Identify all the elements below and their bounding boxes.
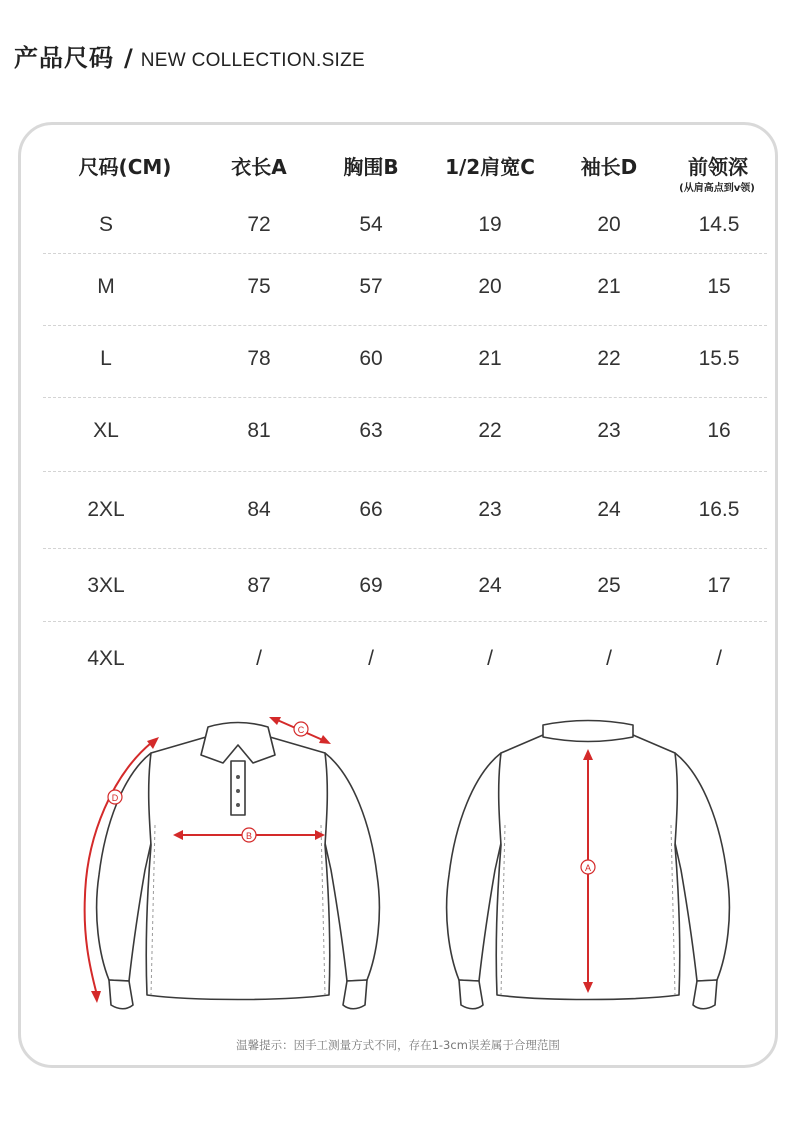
title-separator: / <box>124 44 133 72</box>
table-cell: / <box>716 647 722 670</box>
size-label-cell: 2XL <box>87 498 125 521</box>
page-header <box>14 38 365 74</box>
table-cell: 81 <box>247 419 271 442</box>
table-cell: 20 <box>478 275 502 298</box>
table-cell: 63 <box>359 419 383 442</box>
label-a: A <box>584 863 592 873</box>
table-cell: 23 <box>478 498 502 521</box>
front-view-diagram <box>63 705 403 1015</box>
column-header-shoulder: 1/2肩宽C <box>445 155 535 179</box>
table-cell: 72 <box>247 213 271 236</box>
table-cell: 84 <box>247 498 271 521</box>
column-header-size: 尺码(CM) <box>78 155 172 179</box>
column-header-note: (从肩高点到v领) <box>679 183 755 194</box>
table-cell: 16 <box>707 419 731 442</box>
column-header-neck-depth: 前领深 <box>688 155 748 179</box>
table-cell: 54 <box>359 213 383 236</box>
size-label-cell: S <box>98 213 113 236</box>
row-divider <box>43 621 767 622</box>
row-divider <box>43 397 767 398</box>
row-divider <box>43 471 767 472</box>
table-cell: 16.5 <box>698 498 740 521</box>
table-cell: / <box>368 647 374 670</box>
table-cell: / <box>606 647 612 670</box>
table-cell: 14.5 <box>698 213 740 236</box>
table-cell: 25 <box>597 574 621 597</box>
table-cell: 22 <box>478 419 502 442</box>
row-divider <box>43 325 767 326</box>
back-view-diagram <box>413 705 753 1015</box>
size-label-cell: L <box>100 347 112 370</box>
table-cell: 57 <box>359 275 383 298</box>
table-cell: 15.5 <box>698 347 740 370</box>
table-cell: 23 <box>597 419 621 442</box>
table-cell: 20 <box>597 213 621 236</box>
page-title: 产品尺码 <box>14 44 114 72</box>
table-cell: / <box>256 647 262 670</box>
table-cell: 60 <box>359 347 383 370</box>
table-cell: 19 <box>478 213 502 236</box>
row-divider <box>43 548 767 549</box>
table-cell: 69 <box>359 574 383 597</box>
column-header-sleeve: 袖长D <box>580 155 638 179</box>
size-label-cell: XL <box>93 419 119 442</box>
label-b: B <box>245 831 253 841</box>
size-label-cell: 3XL <box>87 574 125 597</box>
table-cell: 87 <box>247 574 271 597</box>
table-cell: 22 <box>597 347 621 370</box>
label-d: D <box>111 793 119 803</box>
table-cell: 21 <box>597 275 621 298</box>
column-header-length: 衣长A <box>231 155 287 179</box>
row-divider <box>43 253 767 254</box>
table-cell: 24 <box>597 498 621 521</box>
table-cell: 21 <box>478 347 502 370</box>
table-cell: 66 <box>359 498 383 521</box>
column-header-chest: 胸围B <box>343 155 399 179</box>
table-cell: 17 <box>707 574 731 597</box>
label-c: C <box>297 725 305 735</box>
size-label-cell: M <box>97 275 115 298</box>
measurement-tip: 温馨提示：因手工测量方式不同，存在1-3cm误差属于合理范围 <box>236 1038 560 1052</box>
size-chart-card <box>18 122 778 1068</box>
table-cell: / <box>487 647 493 670</box>
page-subtitle: NEW COLLECTION.SIZE <box>140 50 365 71</box>
table-cell: 24 <box>478 574 502 597</box>
table-cell: 15 <box>707 275 731 298</box>
table-cell: 78 <box>247 347 271 370</box>
size-label-cell: 4XL <box>87 647 125 670</box>
table-cell: 75 <box>247 275 271 298</box>
